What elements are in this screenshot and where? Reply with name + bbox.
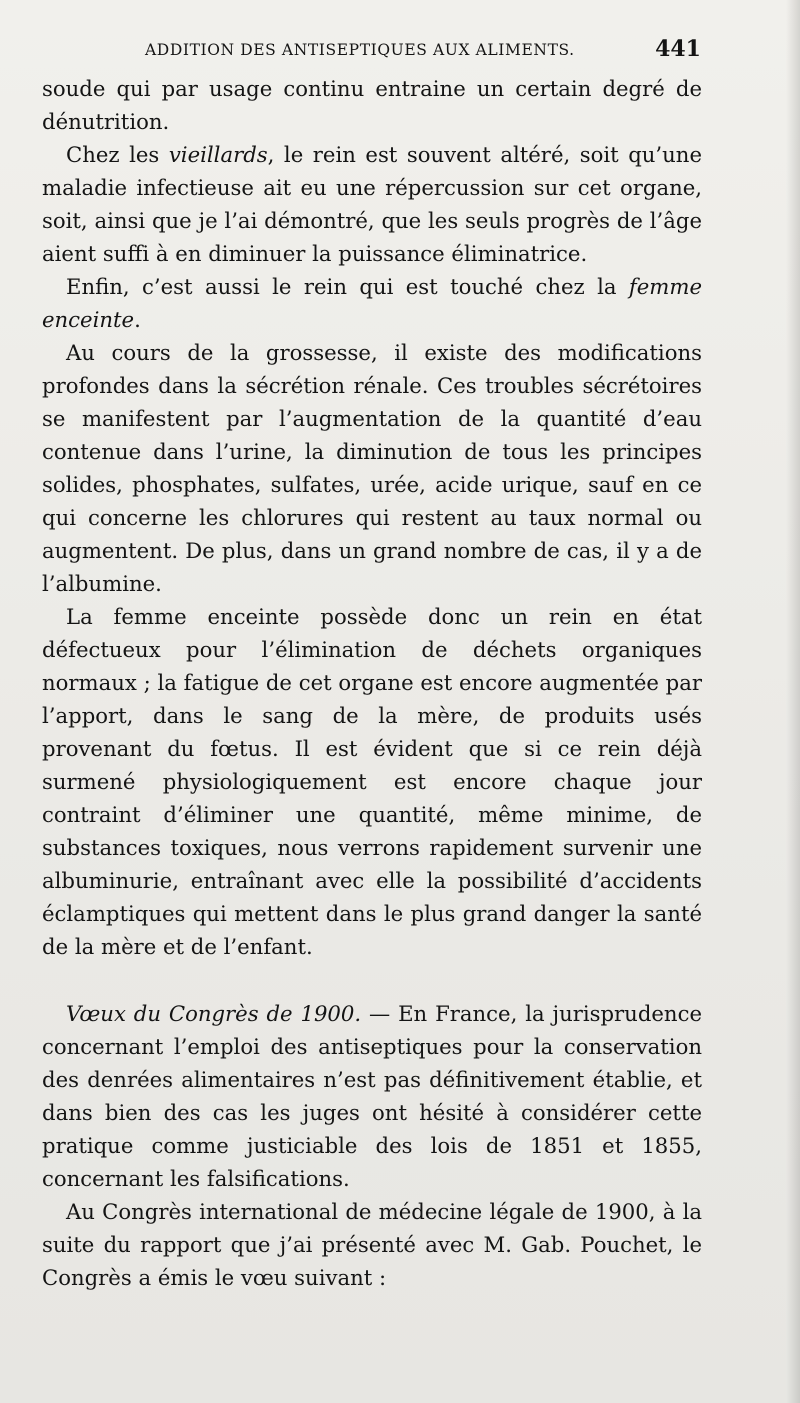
paragraph-1: soude qui par usage continu entraine un certain degré de dénutrition. <box>42 76 702 134</box>
page-header <box>145 36 701 66</box>
paragraph-3 <box>42 270 702 336</box>
paragraph-4: Au cours de la grossesse, il existe des modifications profondes dans la sécrétion rénale. Ces troubles sécrétoires se manifestent par l’augmentation de la quantité d’eau contenue dans l’urine, la diminution de tous les principes solides, phosphates, sulfates, urée, acide urique, sauf en ce qui concerne les chlorures qui restent au taux normal ou augmentent. De plus, dans un grand nombre de cas, il y a de l’albumine. <box>42 340 702 596</box>
section-heading: Vœux du Congrès de 1900. <box>66 1001 362 1026</box>
paragraph-2-start: Chez les <box>66 142 169 167</box>
paragraph-2 <box>42 138 702 270</box>
page-number: 441 <box>655 36 701 62</box>
paragraph-3-start: Enfin, c’est aussi le rein qui est touché chez la <box>66 274 629 299</box>
page-edge-shadow <box>786 0 800 1403</box>
paragraph-5: La femme enceinte possède donc un rein en état défectueux pour l’élimination de déchets organiques normaux ; la fatigue de cet organe est encore augmentée par l’apport, dans le sang de la mère, de produits usés provenant du fœtus. Il est évident que si ce rein déjà surmené physiologiquement est encore chaque jour contraint d’éliminer une quantité, même minime, de substances toxiques, nous verrons rapidement survenir une albuminurie, entraînant avec elle la possibilité d’accidents éclamptiques qui mettent dans le plus grand danger la santé de la mère et de l’enfant. <box>42 604 702 959</box>
page-body <box>42 72 702 1294</box>
paragraph-6-text: — En France, la jurisprudence concernant l’emploi des antiseptiques pour la conservation des denrées alimentaires n’est pas définitivement établie, et dans bien des cas les juges ont hésité à considérer cette pratique comme justiciable des lois de 1851 et 1855, concernant les falsifications. <box>42 1001 702 1191</box>
paragraph-6 <box>42 997 702 1195</box>
paragraph-7: Au Congrès international de médecine légale de 1900, à la suite du rapport que j’ai présenté avec M. Gab. Pouchet, le Congrès a émis le vœu suivant : <box>42 1199 702 1290</box>
paragraph-3-rest: . <box>134 307 141 332</box>
paragraph-2-rest: , le rein est souvent altéré, soit qu’une maladie infectieuse ait eu une répercussion sur cet organe, soit, ainsi que je l’ai démontré, que les seuls progrès de l’âge aient suffi à en diminuer la puissance éliminatrice. <box>42 142 702 266</box>
paragraph-3-emphasis: femme enceinte <box>42 274 702 332</box>
paragraph-2-emphasis: vieillards <box>168 142 268 167</box>
running-title: ADDITION DES ANTISEPTIQUES AUX ALIMENTS. <box>145 41 575 59</box>
